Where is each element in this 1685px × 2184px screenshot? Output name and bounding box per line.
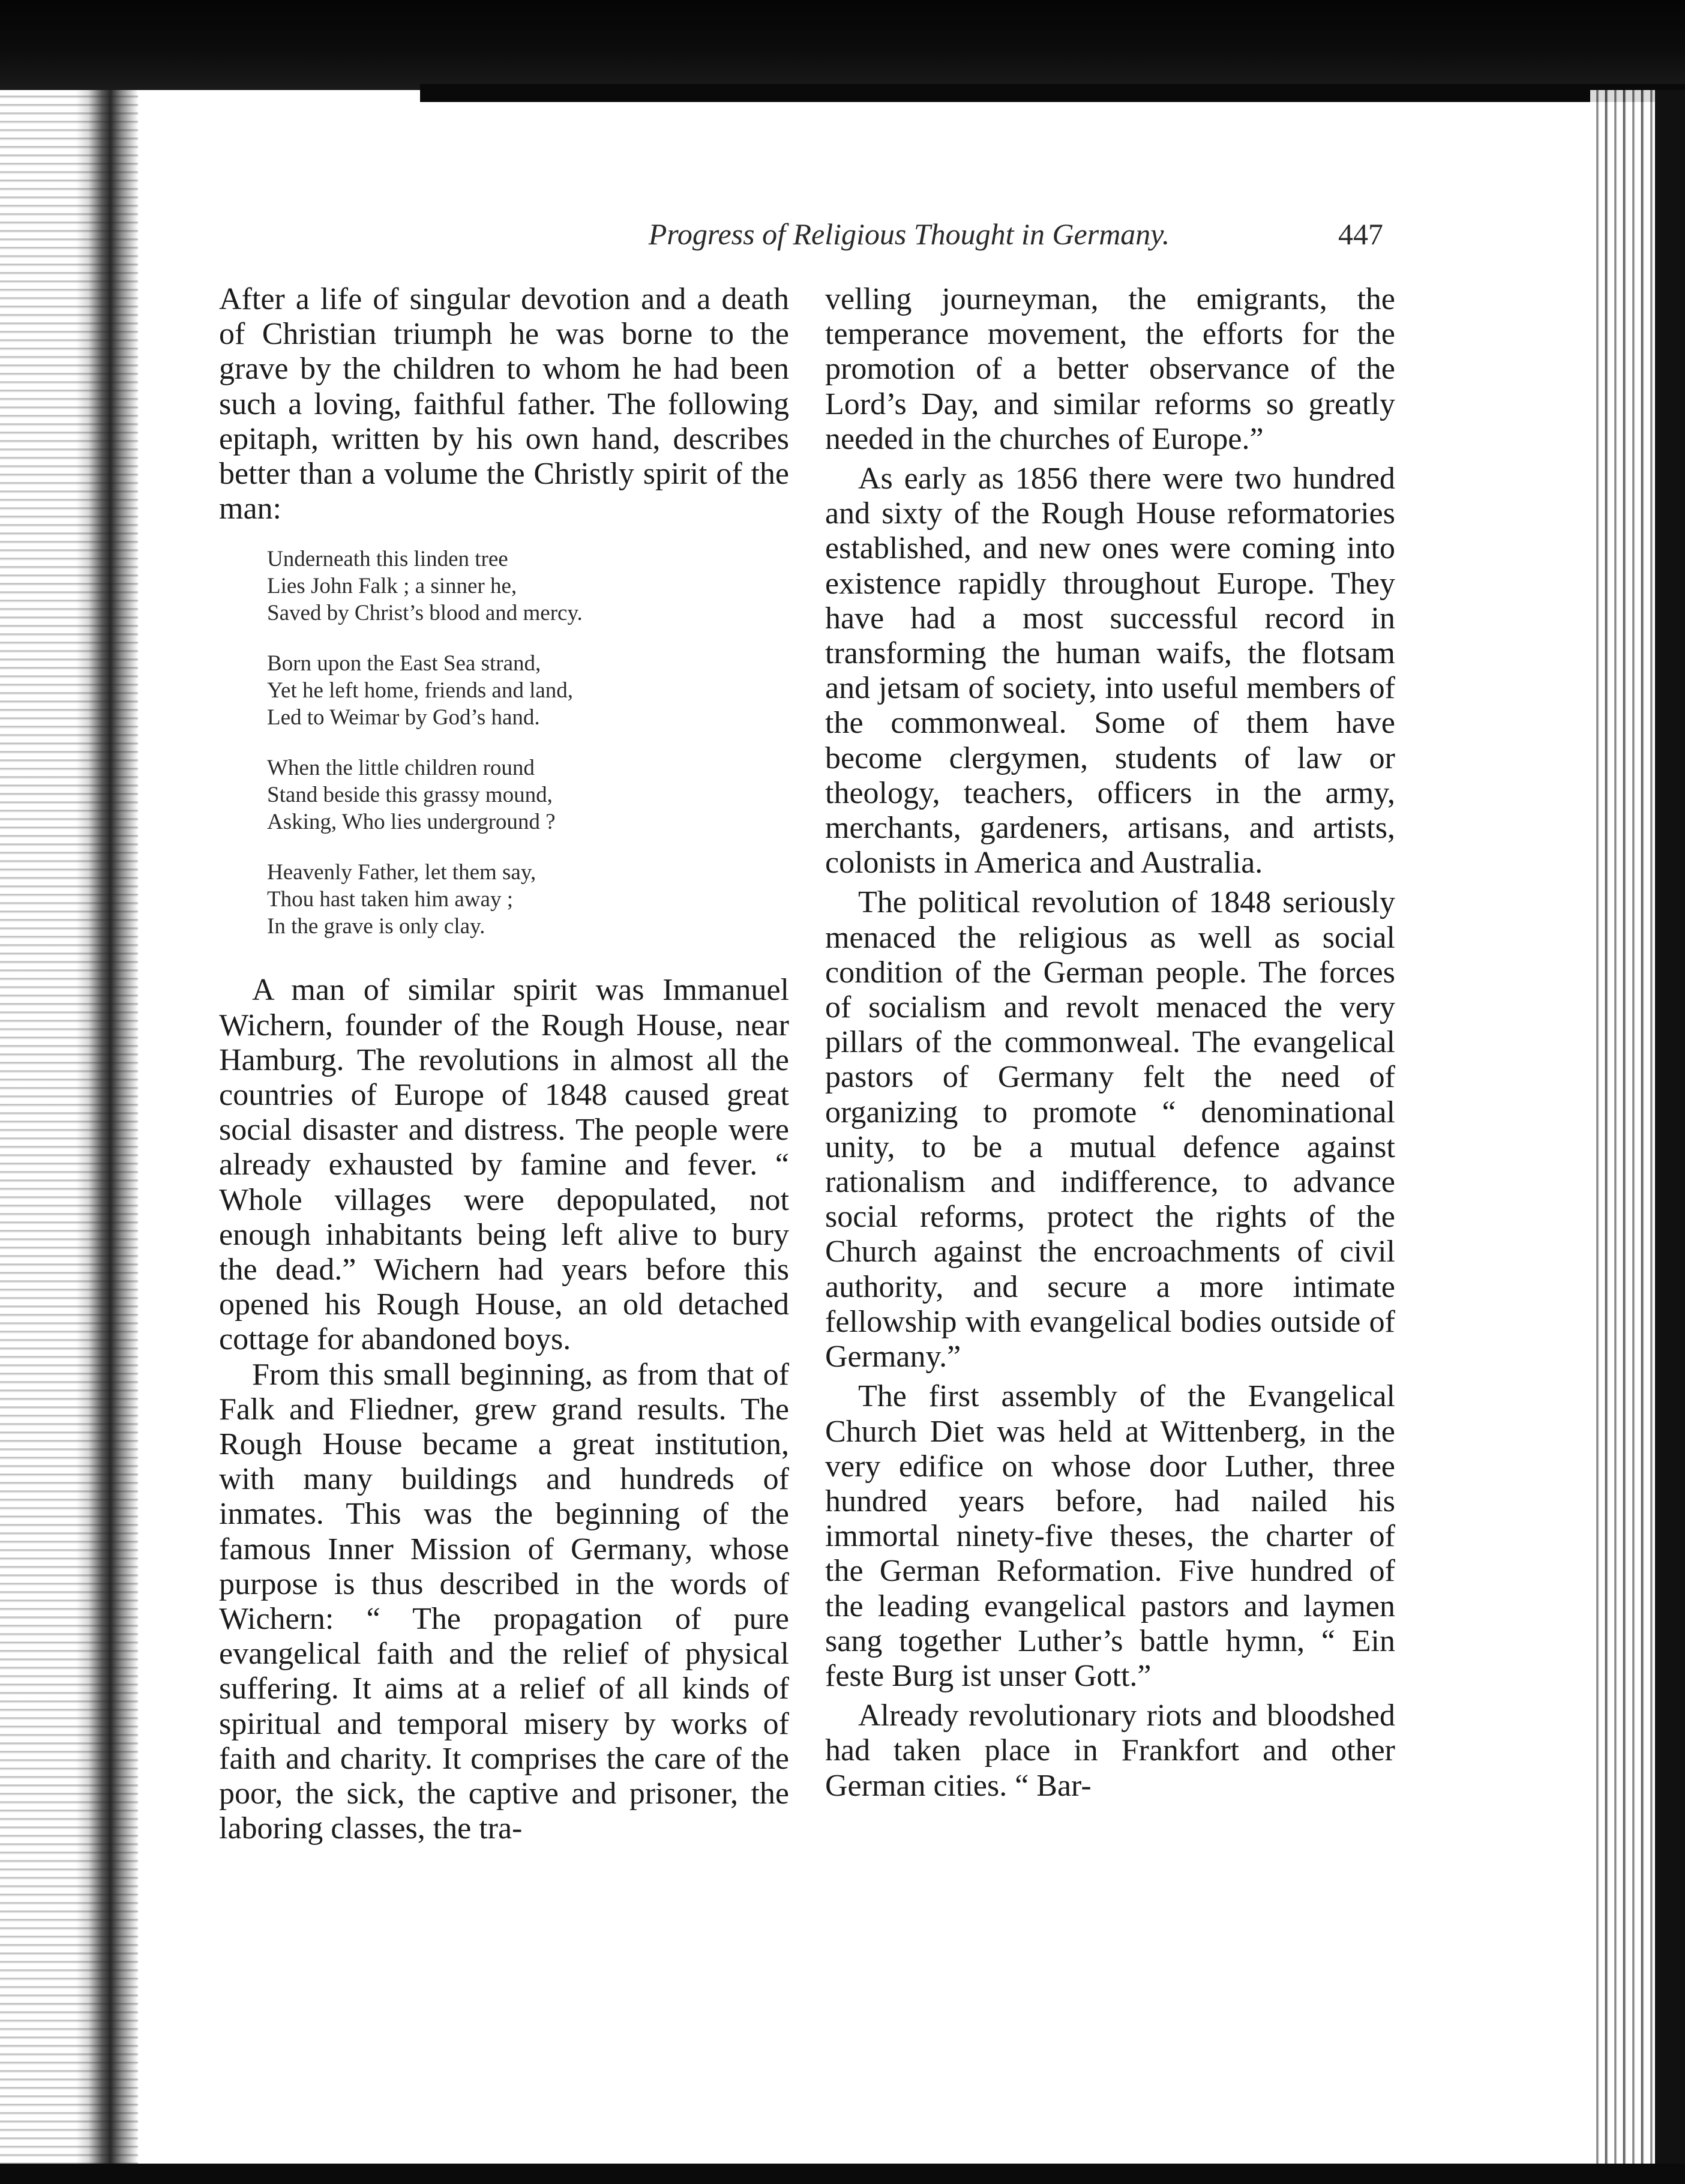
poem-line: Thou hast taken him away ; (267, 887, 513, 912)
poem-stanza (267, 546, 789, 627)
paragraph: velling journeyman, the emigrants, the temperance movement, the efforts for the promotion of a better observance of the Lord’s Day, and similar reforms so greatly needed in the churches of Europe.” (825, 282, 1395, 456)
poem-line: Heavenly Father, let them say, (267, 860, 536, 885)
scan-right-border (1655, 90, 1685, 2167)
poem-stanza (267, 650, 789, 731)
scan-top-shadow (420, 84, 1685, 102)
poem-line: When the little children round (267, 756, 535, 781)
epitaph-poem (267, 546, 789, 940)
paragraph: After a life of singular devotion and a death of Christian triumph he was borne to the grave by the children to whom he had been such a loving, faithful father. The following epitaph, written by his own hand, describes better than a volume the Christly spirit of the man: (219, 282, 789, 526)
page-number: 447 (1338, 217, 1383, 251)
scan-top-border (0, 0, 1685, 90)
scan-binding-edge (0, 90, 138, 2167)
poem-line: Lies John Falk ; a sinner he, (267, 574, 517, 599)
paragraph: From this small beginning, as from that of Falk and Fliedner, grew grand results. The Rough House became a great institution, with many buildings and hundreds of inmates. This was the beginning of the famous Inner Mission of Germany, whose purpose is thus described in the words of Wichern: “ The propagation of pure evangelical faith and the relief of physical suffering. It aims at a relief of all kinds of spiritual and temporal misery by works of faith and charity. It comprises the care of the poor, the sick, the captive and prisoner, the laboring classes, the tra- (219, 1357, 789, 1846)
poem-line: Led to Weimar by God’s hand. (267, 705, 540, 730)
poem-line: Saved by Christ’s blood and mercy. (267, 601, 583, 626)
poem-line: Stand beside this grassy mound, (267, 783, 553, 808)
poem-line: In the grave is only clay. (267, 914, 485, 939)
paragraph: As early as 1856 there were two hundred and sixty of the Rough House reformatories established, and new ones were coming into existence rapidly throughout Europe. They have had a most successful record in transforming the human waifs, the flotsam and jetsam of society, into useful members of the commonweal. Some of them have become clergymen, students of law or theology, teachers, officers in the army, merchants, gardeners, artisans, and artists, colonists in America and Australia. (825, 462, 1395, 880)
running-title: Progress of Religious Thought in Germany. (648, 217, 1170, 251)
paragraph: The political revolution of 1848 seriously menaced the religious as well as social condition of the German people. The forces of socialism and revolt menaced the very pillars of the commonweal. The evangelical pastors of Germany felt the need of organizing to promote “ denominational unity, to be a mutual defence against rationalism and indifference, to advance social reforms, protect the rights of the Church against the encroachments of civil authority, and secure a more intimate fellowship with evangelical bodies outside of Germany.” (825, 885, 1395, 1374)
left-column (219, 282, 789, 1847)
poem-stanza (267, 754, 789, 835)
paragraph: Already revolutionary riots and bloodshed had taken place in Frankfort and other German cities. “ Bar- (825, 1698, 1395, 1803)
poem-line: Asking, Who lies underground ? (267, 810, 556, 835)
poem-line: Yet he left home, friends and land, (267, 678, 574, 703)
poem-line: Underneath this linden tree (267, 547, 508, 572)
paragraph: A man of similar spirit was Immanuel Wichern, founder of the Rough House, near Hamburg. The revolutions in almost all the countries of Europe of 1848 caused great social disaster and distress. The people were already exhausted by famine and fever. “ Whole villages were depopulated, not enough inhabitants being left alive to bury the dead.” Wichern had years before this opened his Rough House, an old detached cottage for abandoned boys. (219, 973, 789, 1357)
right-column (825, 282, 1395, 1803)
poem-line: Born upon the East Sea strand, (267, 651, 541, 676)
poem-stanza (267, 859, 789, 940)
scan-bottom-border (0, 2164, 1685, 2184)
paragraph: The first assembly of the Evangelical Church Diet was held at Wittenberg, in the very edifice on whose door Luther, three hundred years before, had nailed his immortal ninety-five theses, the charter of the German Reformation. Five hundred of the leading evangelical pastors and laymen sang together Luther’s battle hymn, “ Ein feste Burg ist unser Gott.” (825, 1379, 1395, 1693)
